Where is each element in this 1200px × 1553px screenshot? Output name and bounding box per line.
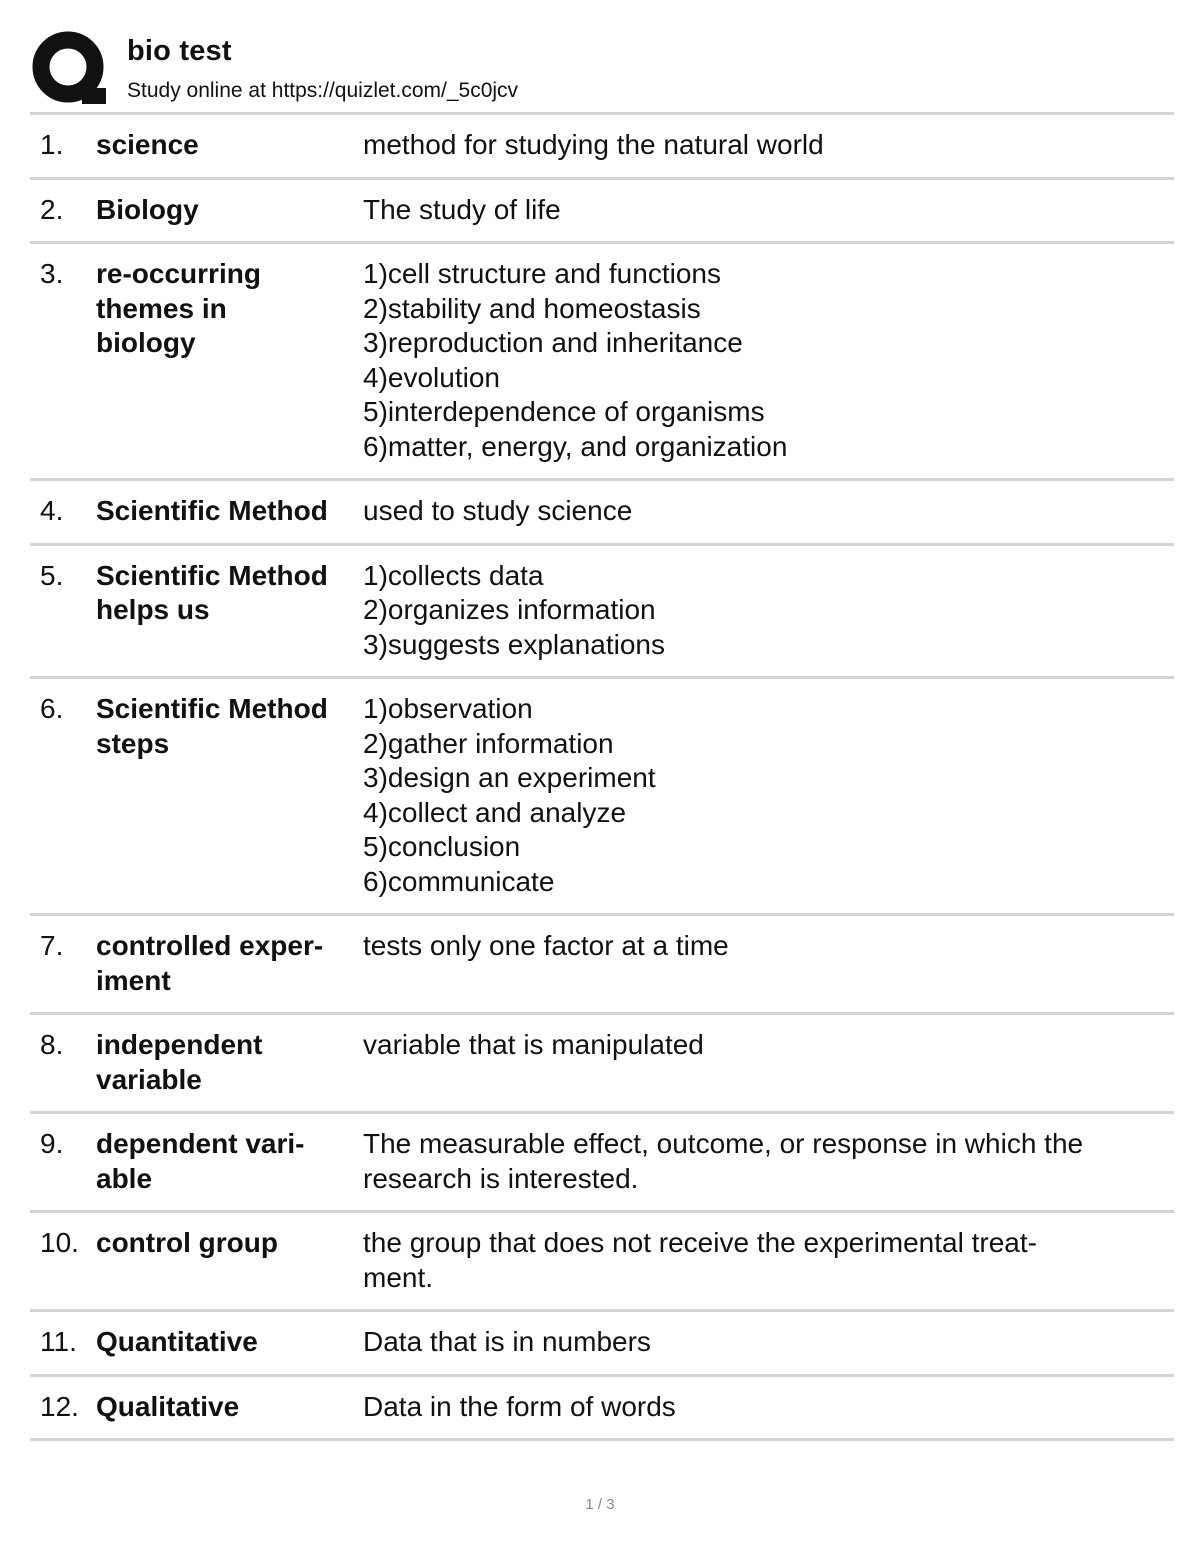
term-line: helps us bbox=[96, 594, 210, 625]
definition-line: ment. bbox=[363, 1261, 434, 1293]
term-line: iment bbox=[96, 964, 171, 996]
set-title: bio test bbox=[127, 35, 232, 67]
card-term bbox=[96, 559, 363, 663]
card-definition bbox=[363, 692, 1174, 899]
definition-line: 1)observation bbox=[363, 693, 533, 724]
card-term bbox=[96, 257, 363, 464]
definition-line: 1)collects data bbox=[363, 559, 544, 591]
definition-line: the group that does not receive the experimental treat- bbox=[363, 1227, 1037, 1258]
card-term bbox=[96, 494, 363, 529]
definition-line: 1)cell structure and functions bbox=[363, 258, 721, 289]
card-number: 7. bbox=[40, 930, 64, 961]
card-term bbox=[96, 1390, 363, 1425]
term-line: re-occurring bbox=[96, 258, 261, 289]
card-number: 3. bbox=[40, 258, 64, 289]
term-line: Scientific Method bbox=[96, 495, 328, 526]
flashcard-list bbox=[30, 112, 1174, 1441]
term-line: Quantitative bbox=[96, 1326, 258, 1357]
card-row bbox=[30, 1114, 1174, 1213]
quizlet-logo-icon bbox=[30, 30, 108, 108]
card-definition bbox=[363, 128, 1174, 163]
definition-line: The study of life bbox=[363, 193, 561, 225]
card-row bbox=[30, 1015, 1174, 1114]
term-line: dependent vari- bbox=[96, 1128, 305, 1159]
term-line: steps bbox=[96, 727, 170, 759]
card-term bbox=[96, 1127, 363, 1196]
card-row bbox=[30, 180, 1174, 245]
card-definition bbox=[363, 257, 1174, 464]
term-line: able bbox=[96, 1162, 153, 1194]
definition-line: The measurable effect, outcome, or response in which the bbox=[363, 1128, 1084, 1159]
definition-line: 5)interdependence of organisms bbox=[363, 396, 765, 427]
definition-line: 6)communicate bbox=[363, 865, 555, 897]
card-term bbox=[96, 1226, 363, 1295]
definition-line: 5)conclusion bbox=[363, 831, 521, 862]
card-number: 12. bbox=[40, 1390, 79, 1422]
study-online-link[interactable]: Study online at https://quizlet.com/_5c0jcv bbox=[127, 79, 519, 102]
term-line: Scientific Method bbox=[96, 559, 328, 591]
definition-line: used to study science bbox=[363, 495, 633, 526]
definition-line: tests only one factor at a time bbox=[363, 930, 729, 961]
card-definition bbox=[363, 193, 1174, 228]
term-line: control group bbox=[96, 1227, 278, 1258]
card-number: 5. bbox=[40, 559, 64, 591]
card-definition bbox=[363, 559, 1174, 663]
card-row bbox=[30, 1312, 1174, 1377]
term-line: Qualitative bbox=[96, 1390, 240, 1422]
card-number: 1. bbox=[40, 129, 64, 160]
card-number: 8. bbox=[40, 1029, 64, 1060]
definition-line: 4)evolution bbox=[363, 361, 500, 393]
card-number: 9. bbox=[40, 1128, 64, 1159]
definition-line: research is interested. bbox=[363, 1162, 639, 1194]
definition-line: method for studying the natural world bbox=[363, 129, 824, 160]
term-line: Biology bbox=[96, 193, 199, 225]
card-row bbox=[30, 244, 1174, 481]
card-row bbox=[30, 1213, 1174, 1312]
definition-line: 2)gather information bbox=[363, 727, 614, 759]
definition-line: 4)collect and analyze bbox=[363, 796, 627, 828]
card-definition bbox=[363, 1028, 1174, 1097]
card-row bbox=[30, 916, 1174, 1015]
card-row bbox=[30, 546, 1174, 680]
term-line: themes in bbox=[96, 292, 227, 324]
definition-line: 2)organizes information bbox=[363, 594, 656, 625]
page-number: 1 / 3 bbox=[585, 1496, 615, 1513]
card-term bbox=[96, 929, 363, 998]
definition-line: 2)stability and homeostasis bbox=[363, 292, 701, 324]
card-number: 10. bbox=[40, 1227, 79, 1258]
definition-line: 3)suggests explanations bbox=[363, 628, 665, 660]
card-row bbox=[30, 481, 1174, 546]
page-header bbox=[30, 30, 1174, 112]
card-definition bbox=[363, 494, 1174, 529]
card-term bbox=[96, 128, 363, 163]
term-line: variable bbox=[96, 1063, 202, 1095]
card-number: 6. bbox=[40, 693, 64, 724]
card-definition bbox=[363, 1226, 1174, 1295]
card-row bbox=[30, 115, 1174, 180]
definition-line: 3)design an experiment bbox=[363, 762, 656, 793]
term-line: biology bbox=[96, 327, 196, 358]
card-row bbox=[30, 679, 1174, 916]
card-term bbox=[96, 193, 363, 228]
definition-line: variable that is manipulated bbox=[363, 1029, 704, 1060]
card-number: 2. bbox=[40, 193, 64, 225]
card-definition bbox=[363, 1325, 1174, 1360]
definition-line: 6)matter, energy, and organization bbox=[363, 430, 788, 462]
term-line: science bbox=[96, 129, 199, 160]
term-line: Scientific Method bbox=[96, 693, 328, 724]
card-term bbox=[96, 692, 363, 899]
card-number: 4. bbox=[40, 495, 64, 526]
card-definition bbox=[363, 1127, 1174, 1196]
card-term bbox=[96, 1325, 363, 1360]
card-definition bbox=[363, 929, 1174, 998]
card-number: 11. bbox=[40, 1326, 77, 1357]
term-line: controlled exper- bbox=[96, 930, 324, 961]
definition-line: Data that is in numbers bbox=[363, 1326, 651, 1357]
definition-line: 3)reproduction and inheritance bbox=[363, 327, 743, 358]
card-row bbox=[30, 1377, 1174, 1442]
term-line: independent bbox=[96, 1029, 263, 1060]
card-term bbox=[96, 1028, 363, 1097]
definition-line: Data in the form of words bbox=[363, 1390, 676, 1422]
card-definition bbox=[363, 1390, 1174, 1425]
